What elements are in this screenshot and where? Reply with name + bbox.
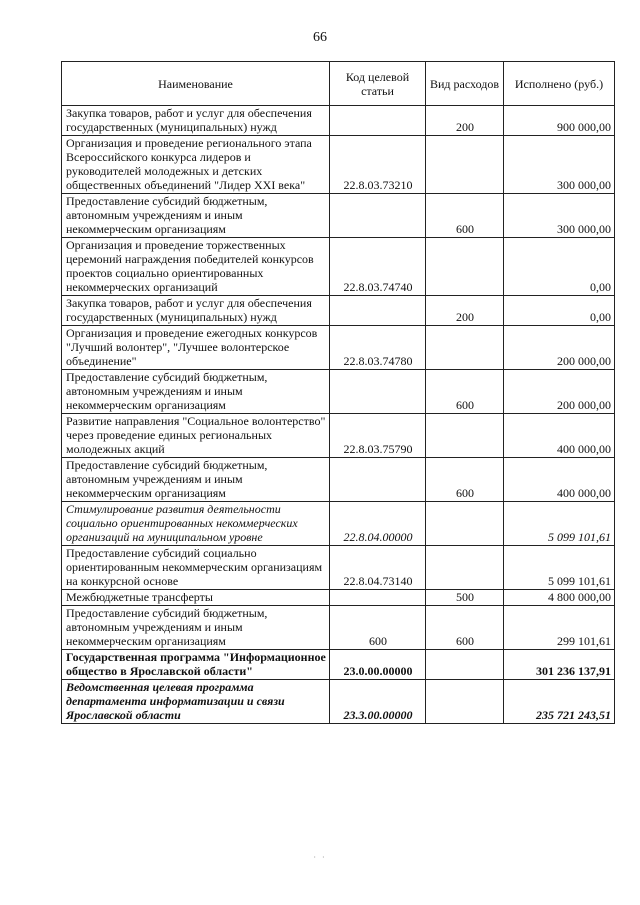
cell-sum: 900 000,00	[504, 106, 615, 136]
cell-name: Закупка товаров, работ и услуг для обеспечения государственных (муниципальных) нужд	[62, 296, 330, 326]
cell-sum: 0,00	[504, 238, 615, 296]
cell-type	[426, 238, 504, 296]
cell-type: 600	[426, 458, 504, 502]
cell-code: 22.8.04.00000	[330, 502, 426, 546]
cell-code: 22.8.03.74740	[330, 238, 426, 296]
cell-code: 600	[330, 606, 426, 650]
table-row	[62, 606, 615, 650]
budget-execution-table	[61, 61, 615, 724]
cell-name: Стимулирование развития деятельности социально ориентированных некоммерческих организаций на муниципальном уровне	[62, 502, 330, 546]
cell-sum: 299 101,61	[504, 606, 615, 650]
cell-sum: 200 000,00	[504, 370, 615, 414]
cell-code	[330, 370, 426, 414]
cell-sum: 400 000,00	[504, 458, 615, 502]
cell-name: Межбюджетные трансферты	[62, 590, 330, 606]
table-row	[62, 546, 615, 590]
cell-name: Организация и проведение регионального этапа Всероссийского конкурса лидеров и руководителей молодежных и детских общественных объединений "Лидер XXI века"	[62, 136, 330, 194]
cell-type	[426, 414, 504, 458]
cell-type	[426, 546, 504, 590]
table-row	[62, 458, 615, 502]
table-row	[62, 370, 615, 414]
header-sum: Исполнено (руб.)	[504, 62, 615, 106]
table-row	[62, 414, 615, 458]
cell-code: 22.8.03.73210	[330, 136, 426, 194]
cell-name: Предоставление субсидий бюджетным, автономным учреждениям и иным некоммерческим организациям	[62, 458, 330, 502]
cell-sum: 5 099 101,61	[504, 546, 615, 590]
cell-type	[426, 502, 504, 546]
cell-code	[330, 194, 426, 238]
cell-name: Предоставление субсидий бюджетным, автономным учреждениям и иным некоммерческим организациям	[62, 194, 330, 238]
table-row	[62, 502, 615, 546]
cell-name: Предоставление субсидий социально ориентированным некоммерческим организациям на конкурсной основе	[62, 546, 330, 590]
cell-name: Предоставление субсидий бюджетным, автономным учреждениям и иным некоммерческим организациям	[62, 370, 330, 414]
cell-type	[426, 326, 504, 370]
table-header-row	[62, 62, 615, 106]
cell-name: Ведомственная целевая программа департамента информатизации и связи Ярославской области	[62, 680, 330, 724]
cell-sum: 301 236 137,91	[504, 650, 615, 680]
cell-sum: 200 000,00	[504, 326, 615, 370]
header-name: Наименование	[62, 62, 330, 106]
cell-code	[330, 590, 426, 606]
cell-name: Организация и проведение ежегодных конкурсов "Лучший волонтер", "Лучшее волонтерское объединение"	[62, 326, 330, 370]
cell-sum: 300 000,00	[504, 136, 615, 194]
cell-code: 22.8.03.75790	[330, 414, 426, 458]
cell-code: 23.3.00.00000	[330, 680, 426, 724]
cell-type	[426, 136, 504, 194]
cell-type: 500	[426, 590, 504, 606]
cell-type	[426, 680, 504, 724]
table-row	[62, 590, 615, 606]
cell-type: 600	[426, 370, 504, 414]
cell-code: 22.8.03.74780	[330, 326, 426, 370]
cell-code: 23.0.00.00000	[330, 650, 426, 680]
cell-type: 200	[426, 106, 504, 136]
footer-mark: · ·	[313, 853, 327, 862]
header-code: Код целевой статьи	[330, 62, 426, 106]
cell-sum: 4 800 000,00	[504, 590, 615, 606]
page-number: 66	[313, 30, 327, 45]
table-row	[62, 194, 615, 238]
cell-sum: 5 099 101,61	[504, 502, 615, 546]
header-type: Вид расходов	[426, 62, 504, 106]
cell-code	[330, 458, 426, 502]
cell-name: Государственная программа "Информационное общество в Ярославской области"	[62, 650, 330, 680]
cell-code: 22.8.04.73140	[330, 546, 426, 590]
cell-type: 600	[426, 606, 504, 650]
table-row	[62, 296, 615, 326]
cell-type: 200	[426, 296, 504, 326]
cell-name: Закупка товаров, работ и услуг для обеспечения государственных (муниципальных) нужд	[62, 106, 330, 136]
cell-name: Организация и проведение торжественных церемоний награждения победителей конкурсов проектов социально ориентированных некоммерческих организаций	[62, 238, 330, 296]
table-row	[62, 680, 615, 724]
cell-sum: 300 000,00	[504, 194, 615, 238]
cell-sum: 400 000,00	[504, 414, 615, 458]
cell-code	[330, 296, 426, 326]
table-row	[62, 326, 615, 370]
cell-sum: 0,00	[504, 296, 615, 326]
table-body	[62, 106, 615, 724]
table-row	[62, 238, 615, 296]
table-row	[62, 650, 615, 680]
cell-name: Предоставление субсидий бюджетным, автономным учреждениям и иным некоммерческим организациям	[62, 606, 330, 650]
cell-name: Развитие направления "Социальное волонтерство" через проведение единых региональных молодежных акций	[62, 414, 330, 458]
cell-code	[330, 106, 426, 136]
table-row	[62, 106, 615, 136]
cell-type	[426, 650, 504, 680]
table-row	[62, 136, 615, 194]
cell-sum: 235 721 243,51	[504, 680, 615, 724]
cell-type: 600	[426, 194, 504, 238]
